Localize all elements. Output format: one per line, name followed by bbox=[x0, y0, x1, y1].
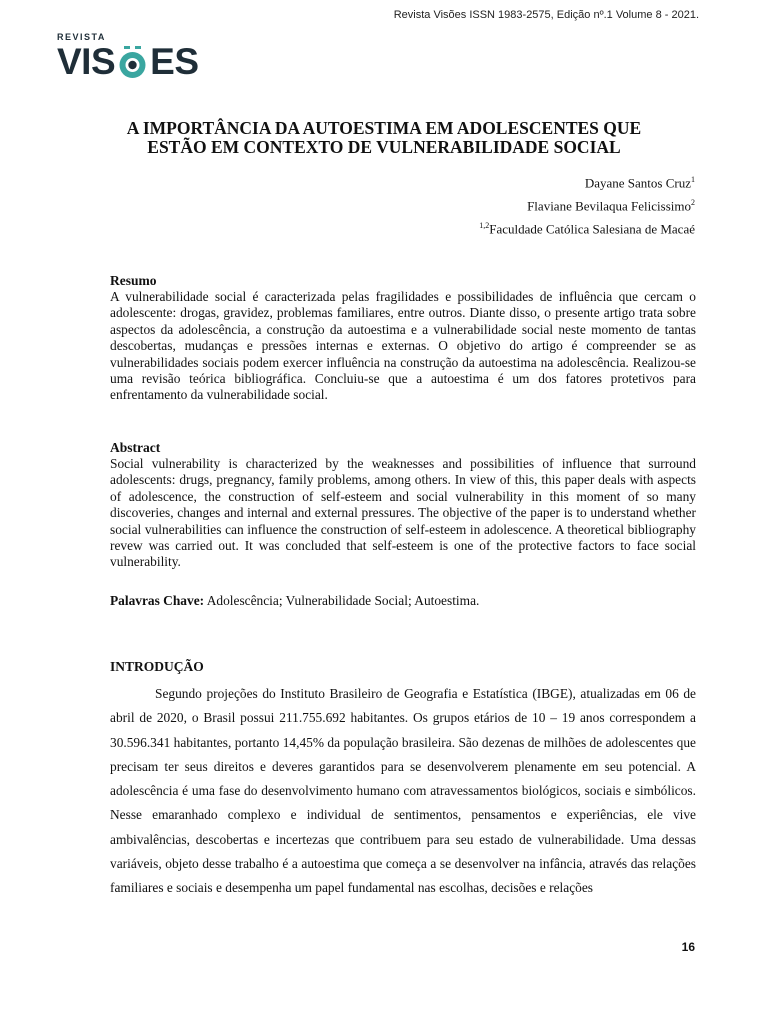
logo-text-right: ES bbox=[150, 41, 199, 82]
author-block bbox=[479, 171, 695, 240]
author-2: Flaviane Bevilaqua Felicissimo$^2$ bbox=[527, 198, 695, 214]
introduction-heading: INTRODUÇÃO bbox=[110, 659, 204, 674]
abstract-heading: Abstract bbox=[110, 440, 161, 455]
keywords-label: Palavras Chave: bbox=[110, 593, 205, 608]
journal-logo bbox=[57, 32, 217, 84]
logo-text-left: VIS bbox=[57, 41, 116, 82]
resumo-heading: Resumo bbox=[110, 273, 157, 288]
resumo-text: A vulnerabilidade social é caracterizada pelas fragilidades e possibilidades de influência que cercam o adolescente: drogas, gravidez, problemas familiares, entre outros. Diante disso, o presente artigo trata sobre aspectos da adolescência, a construção da autoestima e a vulnerabilidade social neste momento de tantas descobertas, mudanças e pressões internas e externas. O objetivo do artigo é compreender se as vulnerabilidades sociais podem exercer influência na construção da autoestima na adolescência. Realizou-se uma revisão teórica bibliográfica. Concluiu-se que a autoestima é um dos fatores protetivos para enfrentamento da vulnerabilidade social. bbox=[110, 289, 696, 403]
author-1: Dayane Santos Cruz$^1$ bbox=[584, 175, 695, 191]
logo-small-text: REVISTA bbox=[57, 32, 106, 42]
keywords bbox=[110, 593, 696, 609]
article-title: A IMPORTÂNCIA DA AUTOESTIMA EM ADOLESCENTES QUE ESTÃO EM CONTEXTO DE VULNERABILIDADE SOCIAL bbox=[126, 118, 642, 157]
page-number: 16 bbox=[681, 940, 695, 954]
eye-icon bbox=[116, 46, 149, 79]
logo-wordmark bbox=[57, 42, 199, 82]
keywords-values: Adolescência; Vulnerabilidade Social; Autoestima. bbox=[206, 593, 480, 608]
introduction-text: Segundo projeções do Instituto Brasileiro de Geografia e Estatística (IBGE), atualizadas em 06 de abril de 2020, o Brasil possui 211.755.692 habitantes. Os grupos etários de 10 – 19 anos correspondem a 30.596.341 habitantes, portanto 14,45% da população brasileira. São dezenas de milhões de adolescentes que precisam ter seus direitos e deveres garantidos para se desenvolverem plenamente em seu potencial. A adolescência é uma fase do desenvolvimento humano com atravessamentos biológicos, sociais e simbólicos. Nesse emaranhado complexo e individual de sentimentos, pensamentos e experiências, ele vive ambivalências, descobertas e incertezas que contribuem para seu estado de vulnerabilidade. Uma dessas variáveis, objeto desse trabalho é a autoestima que começa a se desenvolver na infância, através das relações familiares e sociais e desempenha um papel fundamental nas escolhas, decisões e relações bbox=[110, 686, 696, 896]
affiliation: $^{1,2}$Faculdade Católica Salesiana de Macaé bbox=[479, 221, 695, 237]
abstract-text: Social vulnerability is characterized by the weaknesses and possibilities of influence that surround adolescents: drugs, pregnancy, family problems, among others. In view of this, this paper deals with aspects of adolescence, the construction of self-esteem and social vulnerability in this moment of so many discoveries, changes and internal and external pressures. The objective of the paper is to understand whether social vulnerabilities can influence the construction of self-esteem in adolescence. A theoretical bibliography revew was carried out. It was concluded that self-esteem is one of the protective factors to face social vulnerability. bbox=[110, 456, 696, 570]
abstract-section bbox=[110, 440, 696, 571]
journal-header-line: Revista Visões ISSN 1983-2575, Edição nº.1 Volume 8 - 2021. bbox=[393, 9, 699, 21]
resumo-section bbox=[110, 273, 696, 404]
